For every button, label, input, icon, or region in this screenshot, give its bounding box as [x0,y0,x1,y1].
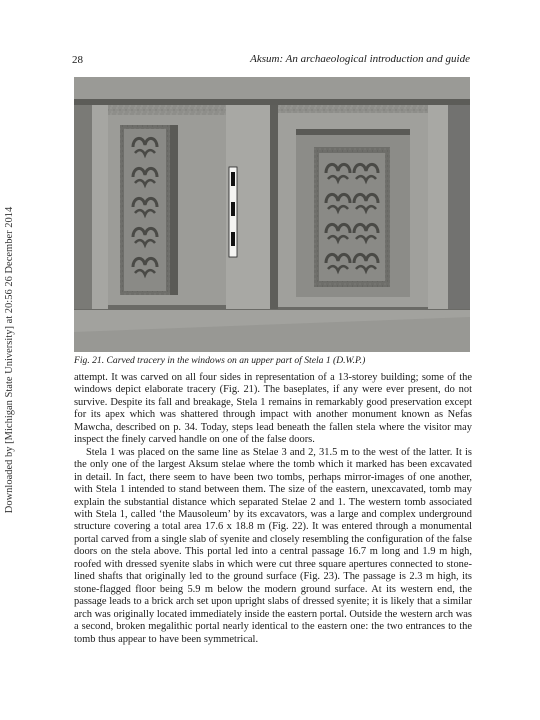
stela-carving-illustration [74,77,470,352]
download-watermark [4,140,20,580]
body-text [74,372,472,646]
running-head: Aksum: An archaeological introduction and guide [250,53,470,65]
download-watermark-text: Downloaded by [Michigan State University] at 20:56 26 December 2014 [4,206,15,514]
paragraph-2: Stela 1 was placed on the same line as Stelae 3 and 2, 31.5 m to the west of the latter. It is the only one of the largest Aksum stelae where the tomb which it marked has been excavated in detail. In fact, there seem to have been two tombs, perhaps mirror-images of one another, with Stela 1 intended to stand between them. The size of the eastern, unexcavated, tomb may explain the substantial distance which separated Stelae 2 and 1. The western tomb associated with Stela 1, called ‘the Mausoleum’ by its excavators, was a large and complex underground structure covering a total area 17.6 x 18.8 m (Fig. 22). It was entered through a monumental portal carved from a single slab of syenite and closely resembling the configuration of the false doors on the stela above. This portal led into a central passage 16.7 m long and 1.9 m high, roofed with dressed syenite slabs in which were cut three square apertures connected to stone-lined shafts that originally led to the ground surface (Fig. 23). The passage is 2.3 m high, its stone-flagged floor being 5.9 m below the modern ground surface. At its western end, the passage leads to a brick arch set upon upright slabs of dressed syenite; it is likely that a similar arch was originally located immediately inside the eastern portal. Outside the western arch was a second, broken megalithic portal nearly identical to the eastern one: the two entrances to the tomb thus appear to have been symmetrical. [74,446,472,645]
paragraph-1: attempt. It was carved on all four sides in representation of a 13-storey building; some of the windows depict elaborate tracery (Fig. 21). The baseplates, if any were ever present, do not survive. Despite its fall and breakage, Stela 1 remains in remarkably good preservation except for its apex which was shattered through impact with another monument known as Nefas Mawcha, described on p. 34. Today, steps lead beneath the fallen stela where the visitor may inspect the finely carved handle on one of the false doors. [74,372,472,446]
stela-photograph [74,77,470,352]
figure-caption: Fig. 21. Carved tracery in the windows on an upper part of Stela 1 (D.W.P.) [74,355,366,366]
page-number: 28 [72,54,83,66]
